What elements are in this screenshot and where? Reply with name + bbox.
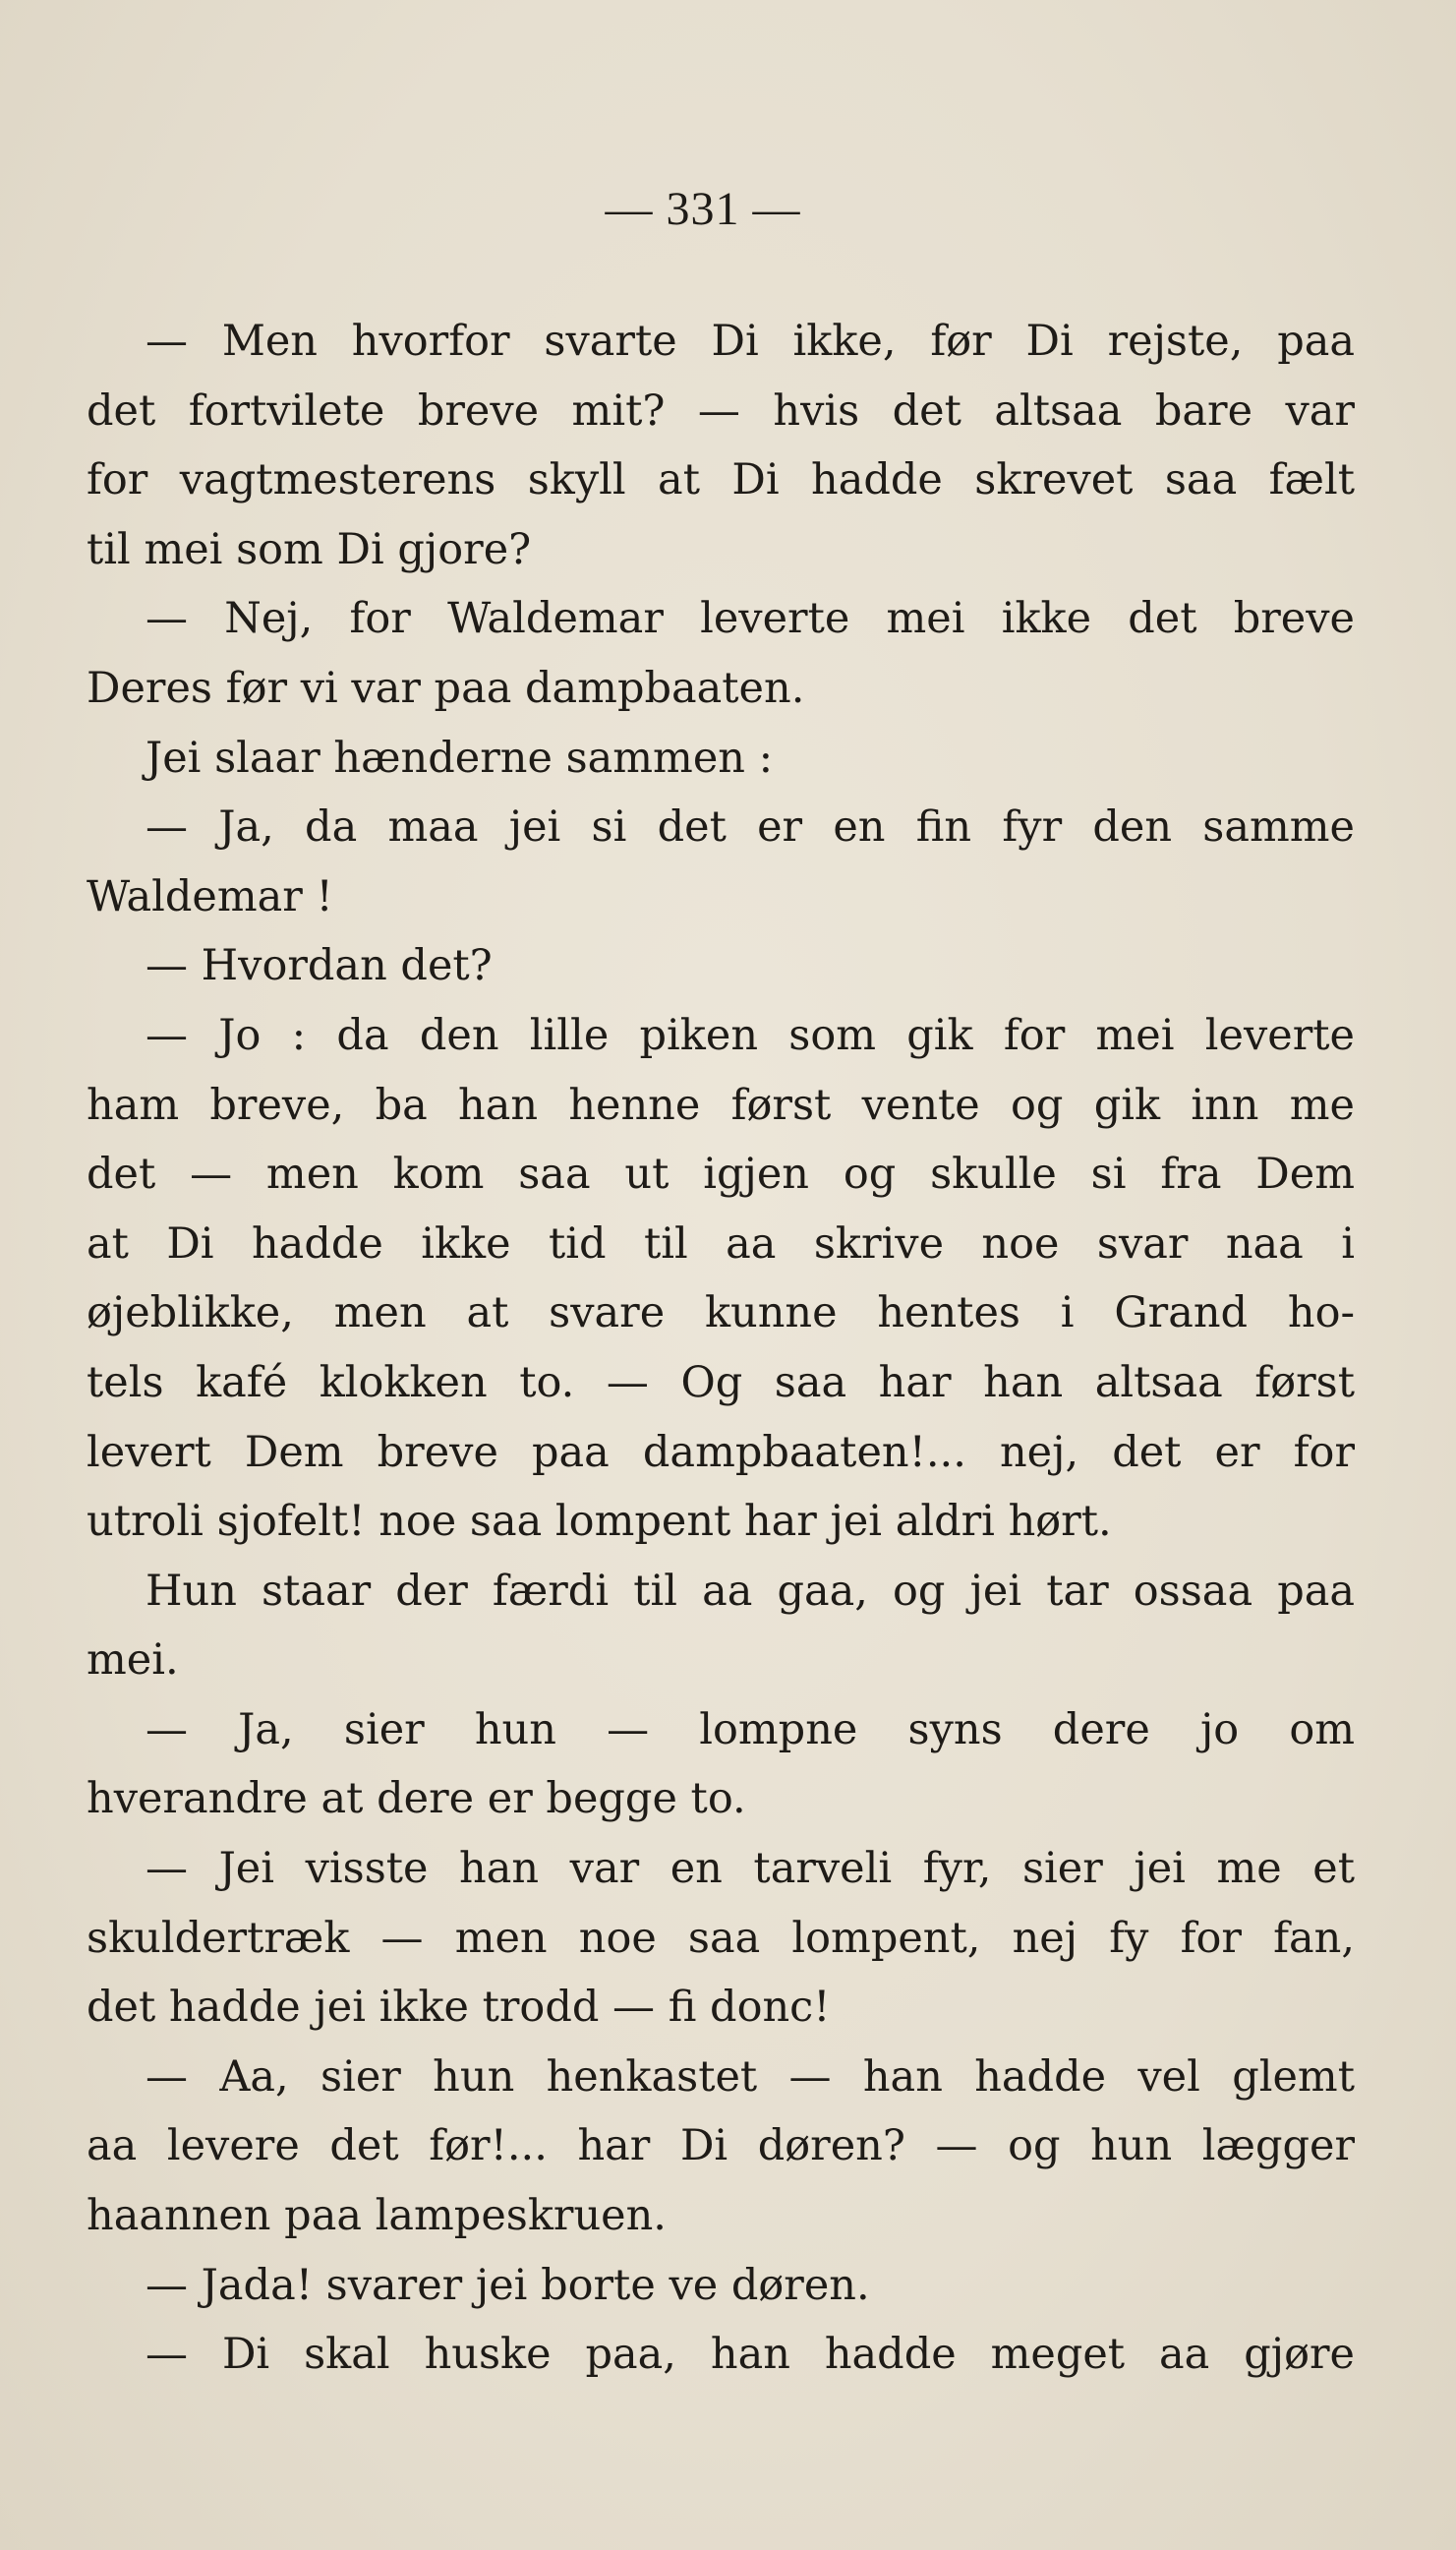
text-line: at Di hadde ikke tid til aa skrive noe svar naa i xyxy=(87,1218,1355,1269)
text-line: det fortvilete breve mit? — hvis det altsaa bare var xyxy=(87,385,1355,436)
text-line: — Hvordan det? xyxy=(146,941,493,991)
text-line: det hadde jei ikke trodd — fi donc! xyxy=(87,1983,831,2033)
text-line: ham breve, ba han henne først vente og gik inn me xyxy=(87,1080,1355,1130)
text-line: aa levere det før!... har Di døren? — og hun lægger xyxy=(87,2121,1355,2171)
text-line: Waldemar ! xyxy=(87,871,333,921)
text-line: Deres før vi var paa dampbaaten. xyxy=(87,663,805,713)
text-line: — Jei visste han var en tarveli fyr, sier jei me et xyxy=(146,1844,1355,1894)
text-line: Hun staar der færdi til aa gaa, og jei tar ossaa paa xyxy=(146,1566,1355,1616)
text-line: haannen paa lampeskruen. xyxy=(87,2191,667,2241)
text-line: tels kafé klokken to. — Og saa har han altsaa først xyxy=(87,1357,1355,1407)
text-line: — Jo : da den lille piken som gik for mei leverte xyxy=(146,1010,1355,1060)
text-line: levert Dem breve paa dampbaaten!... nej, det er for xyxy=(87,1427,1355,1477)
text-line: mei. xyxy=(87,1635,179,1686)
body-text xyxy=(87,307,1355,2390)
text-line: — Men hvorfor svarte Di ikke, før Di rejste, paa xyxy=(146,317,1355,366)
text-line: for vagtmesterens skyll at Di hadde skrevet saa fælt xyxy=(87,455,1355,505)
text-line: det — men kom saa ut igjen og skulle si fra Dem xyxy=(87,1150,1355,1200)
text-line: — Aa, sier hun henkastet — han hadde vel glemt xyxy=(146,2051,1355,2102)
text-line: til mei som Di gjore? xyxy=(87,524,532,574)
text-line: — Ja, sier hun — lompne syns dere jo om xyxy=(146,1704,1355,1754)
text-line: — Jada! svarer jei borte ve døren. xyxy=(146,2260,870,2310)
text-line: — Di skal huske paa, han hadde meget aa gjøre xyxy=(146,2330,1355,2380)
text-line: hverandre at dere er begge to. xyxy=(87,1774,746,1824)
text-line: — Nej, for Waldemar leverte mei ikke det breve xyxy=(146,594,1355,644)
page-number: — 331 — xyxy=(605,183,801,235)
text-line: — Ja, da maa jei si det er en fin fyr den samme xyxy=(146,802,1355,853)
text-line: Jei slaar hænderne sammen : xyxy=(146,733,774,783)
text-line: øjeblikke, men at svare kunne hentes i Grand ho- xyxy=(87,1288,1355,1338)
text-line: skuldertræk — men noe saa lompent, nej fy for fan, xyxy=(87,1913,1355,1963)
text-line: utroli sjofelt! noe saa lompent har jei aldri hørt. xyxy=(87,1497,1112,1547)
